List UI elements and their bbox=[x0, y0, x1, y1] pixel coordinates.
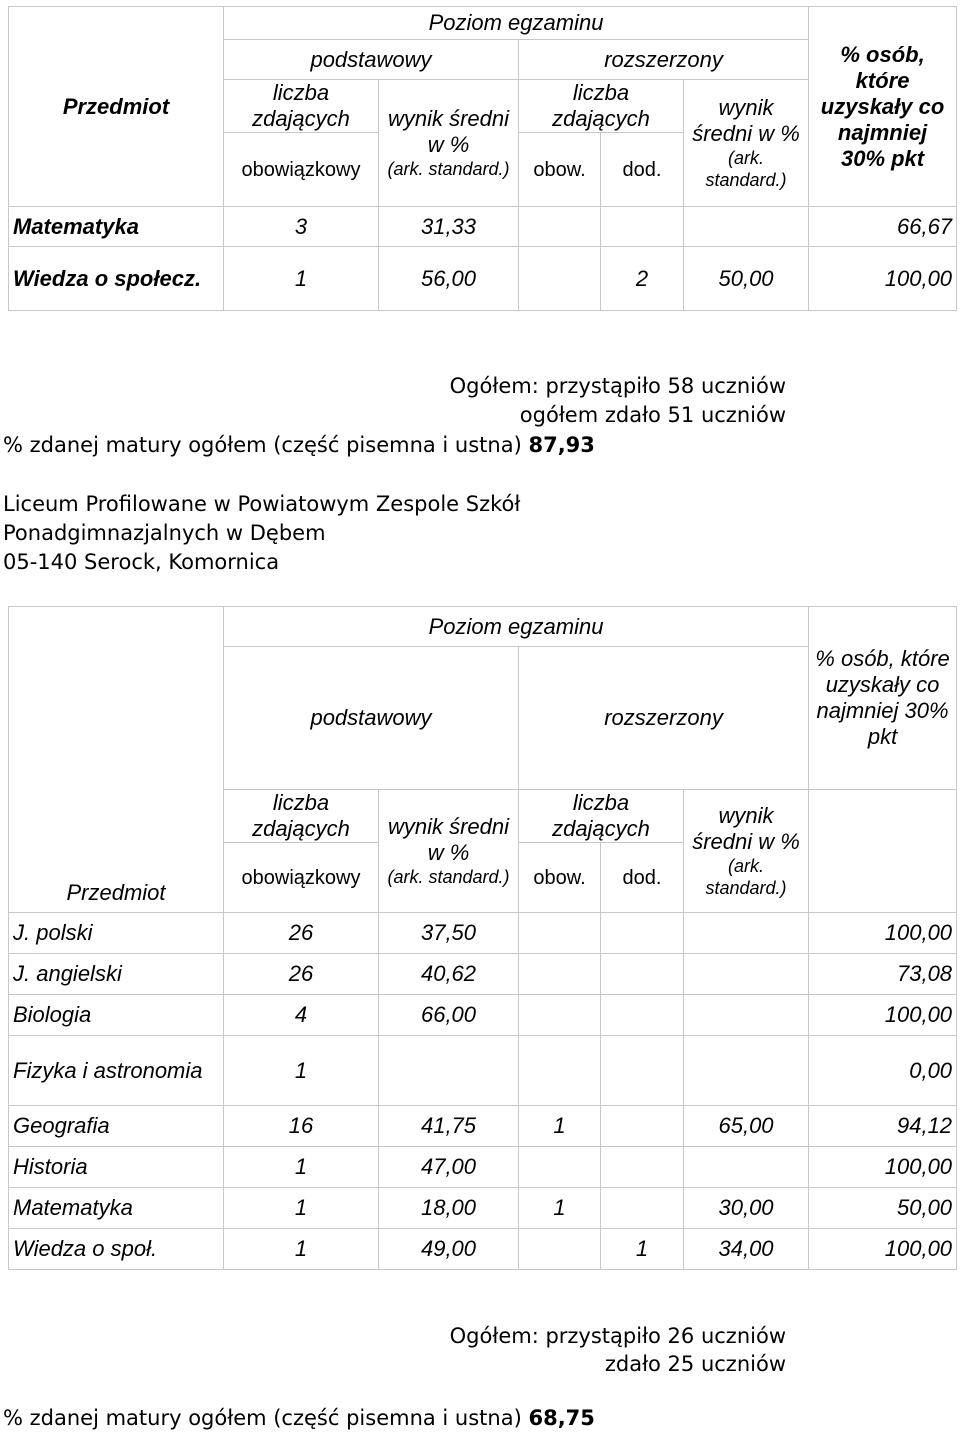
ext-dod-cell bbox=[601, 1188, 684, 1229]
basic-count-cell: 1 bbox=[224, 1036, 379, 1106]
subject-cell: Wiedza o społ. bbox=[9, 1229, 224, 1270]
basic-count-cell: 3 bbox=[224, 207, 379, 247]
avg-note: (ark. standard.) bbox=[705, 856, 787, 898]
avg-note: (ark. standard.) bbox=[705, 148, 787, 190]
avg-label: wynik średni w % bbox=[692, 95, 800, 146]
pct-cell: 100,00 bbox=[809, 913, 957, 954]
summary-pct-label: % zdanej matury ogółem (część pisemna i ustna) bbox=[3, 1406, 522, 1430]
basic-header: podstawowy bbox=[224, 647, 519, 790]
table-row bbox=[9, 1106, 957, 1147]
basic-avg-header bbox=[379, 80, 519, 207]
results-table-2 bbox=[8, 606, 957, 1270]
basic-count-header: liczba zdających bbox=[224, 790, 379, 843]
pct-cell: 0,00 bbox=[809, 1036, 957, 1106]
extended-header: rozszerzony bbox=[519, 40, 809, 80]
subject-header: Przedmiot bbox=[9, 7, 224, 207]
basic-avg-cell: 31,33 bbox=[379, 207, 519, 247]
ext-count-header: liczba zdających bbox=[519, 790, 684, 843]
pct-cell: 66,67 bbox=[809, 207, 957, 247]
pct-cell: 100,00 bbox=[809, 247, 957, 311]
basic-count-cell: 26 bbox=[224, 954, 379, 995]
subject-cell: Matematyka bbox=[9, 207, 224, 247]
obow-header: obow. bbox=[519, 133, 601, 207]
table-row bbox=[9, 913, 957, 954]
subject-header: Przedmiot bbox=[9, 607, 224, 913]
ext-dod-cell bbox=[601, 1147, 684, 1188]
basic-avg-cell: 49,00 bbox=[379, 1229, 519, 1270]
ext-dod-cell: 1 bbox=[601, 1229, 684, 1270]
results-table-1 bbox=[8, 6, 957, 311]
basic-count-cell: 1 bbox=[224, 1188, 379, 1229]
ext-dod-cell: 2 bbox=[601, 247, 684, 311]
ext-avg-cell bbox=[684, 995, 809, 1036]
ext-avg-header bbox=[684, 790, 809, 913]
basic-avg-cell: 40,62 bbox=[379, 954, 519, 995]
ext-dod-cell bbox=[601, 954, 684, 995]
basic-avg-cell: 56,00 bbox=[379, 247, 519, 311]
subject-cell: J. angielski bbox=[9, 954, 224, 995]
basic-avg-header bbox=[379, 790, 519, 913]
ext-avg-cell bbox=[684, 913, 809, 954]
basic-count-cell: 26 bbox=[224, 913, 379, 954]
pct-cell: 100,00 bbox=[809, 1229, 957, 1270]
avg-note: (ark. standard.) bbox=[387, 159, 510, 179]
ext-dod-cell bbox=[601, 1036, 684, 1106]
basic-count-header: liczba zdających bbox=[224, 80, 379, 133]
dod-header: dod. bbox=[601, 133, 684, 207]
ext-avg-cell bbox=[684, 1147, 809, 1188]
ext-avg-cell bbox=[684, 207, 809, 247]
avg-label: wynik średni w % bbox=[692, 803, 800, 854]
ext-count-header: liczba zdających bbox=[519, 80, 684, 133]
table-row bbox=[9, 1229, 957, 1270]
pct-cell: 94,12 bbox=[809, 1106, 957, 1147]
basic-count-cell: 16 bbox=[224, 1106, 379, 1147]
ext-avg-cell: 34,00 bbox=[684, 1229, 809, 1270]
ext-avg-cell bbox=[684, 1036, 809, 1106]
subject-cell: Fizyka i astronomia bbox=[9, 1036, 224, 1106]
dod-header: dod. bbox=[601, 843, 684, 913]
pct-cell: 73,08 bbox=[809, 954, 957, 995]
summary-pct-1 bbox=[3, 431, 595, 459]
summary-pct-2 bbox=[3, 1404, 595, 1432]
school-address: 05-140 Serock, Komornica bbox=[3, 550, 280, 574]
pct-header-empty bbox=[809, 790, 957, 913]
ext-avg-header bbox=[684, 80, 809, 207]
basic-count-cell: 1 bbox=[224, 1147, 379, 1188]
basic-avg-cell: 18,00 bbox=[379, 1188, 519, 1229]
obow-header: obow. bbox=[519, 843, 601, 913]
basic-count-cell: 1 bbox=[224, 247, 379, 311]
ext-obow-cell: 1 bbox=[519, 1106, 601, 1147]
subject-cell: Matematyka bbox=[9, 1188, 224, 1229]
table-row bbox=[9, 247, 957, 311]
ext-dod-cell bbox=[601, 207, 684, 247]
ext-dod-cell bbox=[601, 995, 684, 1036]
subject-cell: Wiedza o społecz. bbox=[9, 247, 224, 311]
ext-obow-cell bbox=[519, 913, 601, 954]
school-name-line1: Liceum Profilowane w Powiatowym Zespole Szkół bbox=[3, 492, 521, 516]
basic-avg-cell: 66,00 bbox=[379, 995, 519, 1036]
ext-obow-cell bbox=[519, 1147, 601, 1188]
ext-avg-cell: 30,00 bbox=[684, 1188, 809, 1229]
ext-obow-cell bbox=[519, 1036, 601, 1106]
basic-header: podstawowy bbox=[224, 40, 519, 80]
avg-label: wynik średni w % bbox=[387, 106, 510, 157]
ext-dod-cell bbox=[601, 913, 684, 954]
level-header: Poziom egzaminu bbox=[224, 7, 809, 40]
pct-cell: 100,00 bbox=[809, 1147, 957, 1188]
ext-obow-cell bbox=[519, 207, 601, 247]
summary-pct-value: 87,93 bbox=[528, 433, 595, 457]
summary-total-2: Ogółem: przystąpiło 26 uczniów bbox=[449, 1324, 786, 1348]
table-row bbox=[9, 1036, 957, 1106]
basic-count-cell: 4 bbox=[224, 995, 379, 1036]
ext-avg-cell: 65,00 bbox=[684, 1106, 809, 1147]
summary-passed-2: zdało 25 uczniów bbox=[604, 1352, 786, 1376]
table-row bbox=[9, 1147, 957, 1188]
pct-header: % osób, które uzyskały co najmniej 30% pkt bbox=[809, 607, 957, 790]
pct-cell: 50,00 bbox=[809, 1188, 957, 1229]
pct-cell: 100,00 bbox=[809, 995, 957, 1036]
subject-cell: Historia bbox=[9, 1147, 224, 1188]
summary-passed-1: ogółem zdało 51 uczniów bbox=[519, 403, 786, 427]
ext-obow-cell: 1 bbox=[519, 1188, 601, 1229]
ext-avg-cell bbox=[684, 954, 809, 995]
subject-cell: J. polski bbox=[9, 913, 224, 954]
ext-obow-cell bbox=[519, 247, 601, 311]
subject-cell: Biologia bbox=[9, 995, 224, 1036]
table-row bbox=[9, 207, 957, 247]
summary-pct-value: 68,75 bbox=[528, 1406, 595, 1430]
table-row bbox=[9, 954, 957, 995]
avg-label: wynik średni w % bbox=[387, 814, 510, 865]
basic-avg-cell: 41,75 bbox=[379, 1106, 519, 1147]
table-row bbox=[9, 995, 957, 1036]
pct-header: % osób, które uzyskały co najmniej 30% pkt bbox=[809, 7, 957, 207]
basic-avg-cell: 47,00 bbox=[379, 1147, 519, 1188]
summary-total-1: Ogółem: przystąpiło 58 uczniów bbox=[449, 374, 786, 398]
ext-dod-cell bbox=[601, 1106, 684, 1147]
avg-note: (ark. standard.) bbox=[387, 867, 510, 887]
mandatory-header: obowiązkowy bbox=[224, 133, 379, 207]
ext-obow-cell bbox=[519, 954, 601, 995]
basic-count-cell: 1 bbox=[224, 1229, 379, 1270]
subject-cell: Geografia bbox=[9, 1106, 224, 1147]
ext-obow-cell bbox=[519, 995, 601, 1036]
basic-avg-cell bbox=[379, 1036, 519, 1106]
level-header: Poziom egzaminu bbox=[224, 607, 809, 647]
ext-obow-cell bbox=[519, 1229, 601, 1270]
ext-avg-cell: 50,00 bbox=[684, 247, 809, 311]
table-row bbox=[9, 1188, 957, 1229]
summary-pct-label: % zdanej matury ogółem (część pisemna i ustna) bbox=[3, 433, 522, 457]
extended-header: rozszerzony bbox=[519, 647, 809, 790]
basic-avg-cell: 37,50 bbox=[379, 913, 519, 954]
school-name-line2: Ponadgimnazjalnych w Dębem bbox=[3, 521, 326, 545]
mandatory-header: obowiązkowy bbox=[224, 843, 379, 913]
